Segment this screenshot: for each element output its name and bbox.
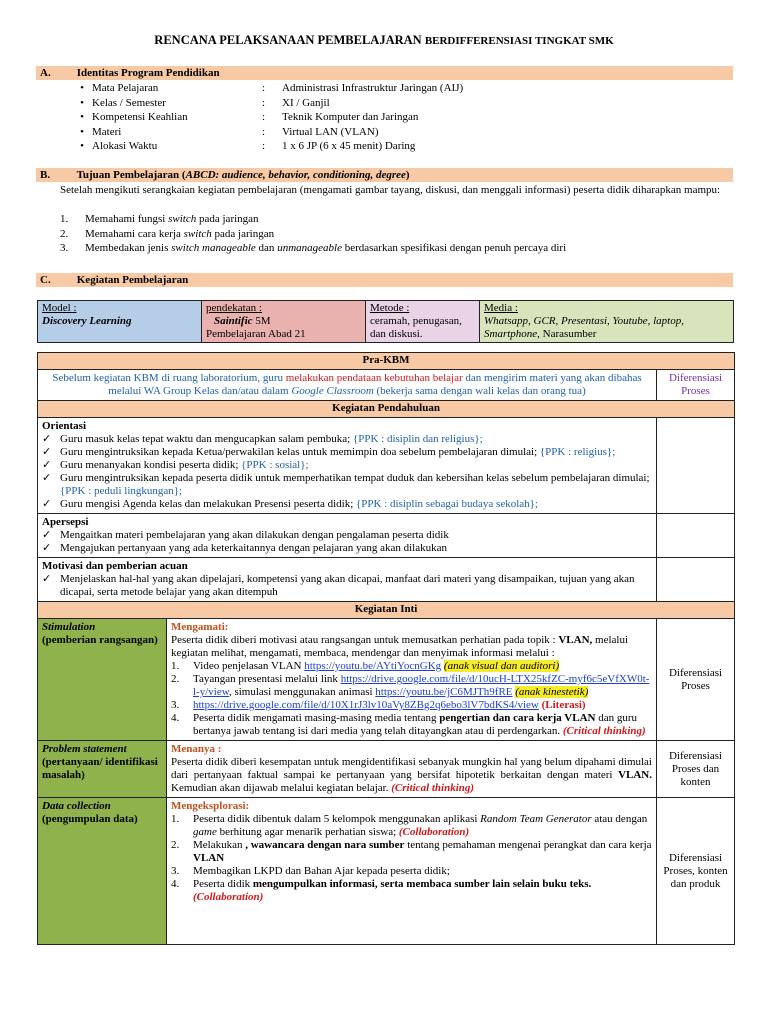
list-item <box>42 433 652 446</box>
section-c-header <box>36 273 733 287</box>
identity-label: Materi <box>92 125 122 138</box>
check-icon: ✓ <box>42 542 52 554</box>
item-text: dan <box>255 242 278 254</box>
section-a-header <box>36 66 733 80</box>
stimulation-heading: Mengamati: <box>171 621 229 633</box>
section-b-label-end: ) <box>405 169 410 181</box>
identity-row: • Kelas / Semester : XI / Ganjil <box>72 97 463 112</box>
item-text: , simulasi menggunakan animasi <box>228 686 376 698</box>
item-bold: mengumpulkan informasi, serta membaca sumber lain selain buku teks. <box>252 878 592 890</box>
identity-label: Alokasi Waktu <box>92 140 158 152</box>
prakbm-text-3: dan mengirim materi yang akan dibahas melalui WA Group Kelas dan/atau dalam <box>108 372 642 397</box>
item-bold: pengertian dan cara kerja VLAN <box>439 712 596 724</box>
title-main: RENCANA PELAKSANAAN PEMBELAJARAN <box>154 33 422 47</box>
item-text: pada jaringan <box>211 227 275 240</box>
item-text: Mengajukan pertanyaan yang ada keterkaitannya dengan pelajaran yang akan dilakukan <box>60 542 447 554</box>
section-c-label: Kegiatan Pembelajaran <box>76 274 189 286</box>
problem-step <box>38 741 167 798</box>
model-table <box>37 300 734 343</box>
item-bold: VLAN <box>193 852 225 864</box>
problem-text: Peserta didik diberi kesempatan untuk mengidentifikasi sebanyak mungkin hal yang belum dipahami dimulai dari pertanyaan faktual sampai ke pertanyaan yang bersifat hipotetik berkaitan dengan materi <box>171 756 652 781</box>
item-text: Guru menanyakan kondisi peserta didik; <box>60 459 242 471</box>
item-text: pada jaringan <box>196 213 259 225</box>
objective-list <box>60 213 732 257</box>
step-subtitle: (pemberian rangsangan) <box>42 634 158 646</box>
item-number: 2. <box>171 839 180 851</box>
apersepsi-cell <box>38 514 657 558</box>
list-item <box>42 573 652 599</box>
item-number: 4. <box>171 878 180 890</box>
list-item <box>171 660 652 673</box>
list-item <box>171 699 652 712</box>
item-text: atau dengan <box>591 813 648 825</box>
prakbm-text-italic: Google Classroom <box>291 385 374 397</box>
section-a-letter: A. <box>40 67 51 79</box>
motivasi-diff-cell <box>657 558 735 602</box>
activity-table <box>37 352 735 945</box>
item-text: Membedakan jenis <box>85 242 172 254</box>
step-title: Stimulation <box>42 621 96 633</box>
item-text: Peserta didik mengamati masing-masing media tentang <box>193 712 440 724</box>
method-cell <box>366 301 480 343</box>
check-icon: ✓ <box>42 529 52 541</box>
orientasi-title: Orientasi <box>42 420 86 432</box>
apersepsi-title: Apersepsi <box>42 516 89 528</box>
item-text: Memahami fungsi <box>85 213 169 225</box>
highlight-note: (anak visual dan auditori) <box>443 660 560 672</box>
section-a-label: Identitas Program Pendidikan <box>76 67 220 79</box>
method-label: Metode : <box>370 302 410 314</box>
item-number: 3. <box>60 242 69 254</box>
critical-thinking-tag: (Critical thinking) <box>562 725 646 737</box>
approach-label: pendekatan : <box>206 302 262 314</box>
ppk-tag: {PPK : peduli lingkungan}; <box>60 485 183 497</box>
highlight-note: (anak kinestetik) <box>515 686 589 698</box>
item-text: Melakukan <box>193 839 246 851</box>
identity-row: • Kompetensi Keahlian : Teknik Komputer dan Jaringan <box>72 111 463 126</box>
item-bold: , wawancara dengan nara sumber <box>245 839 405 851</box>
item-text: berdasarkan spesifikasi dengan penuh percaya diri <box>341 242 567 254</box>
media-value-2: Narasumber <box>539 328 597 340</box>
presentation-link[interactable]: https://drive.google.com/file/d/10ucH-LTX25kfZC-myf6c5eVfXW0t-l-y/view <box>193 673 650 698</box>
item-text: Membagikan LKPD dan Bahan Ajar kepada peserta didik; <box>193 865 450 877</box>
list-item <box>171 878 652 904</box>
item-number: 1. <box>171 813 180 825</box>
stimulation-differentiation: Diferensiasi Proses <box>657 619 735 741</box>
list-item <box>42 446 652 459</box>
critical-thinking-tag: (Critical thinking) <box>391 782 475 794</box>
list-item <box>60 242 732 257</box>
step-subtitle: (pengumpulan data) <box>42 813 138 825</box>
ppk-tag: {PPK : sosial}; <box>241 459 309 471</box>
item-text: Menjelaskan hal-hal yang akan dipelajari, kompetensi yang akan dicapai, manfaat dari materi yang disampaikan, tujuan yang akan dicapai, serta metode belajar yang akan ditempuh <box>60 573 635 598</box>
list-item <box>42 472 652 498</box>
item-text: Peserta didik <box>193 878 253 890</box>
item-text: Peserta didik dibentuk dalam 5 kelompok menggunakan aplikasi <box>193 813 481 825</box>
section-b-label-italic: ABCD: audience, behavior, conditioning, degree <box>185 169 406 181</box>
objective-intro: Setelah mengikuti serangkaian kegiatan pembelajaran (mengamati gambar tayang, diskusi, dan menggali informasi) peserta didik diharapkan mampu: <box>60 184 721 196</box>
stimulation-content <box>167 619 657 741</box>
identity-value: Virtual LAN (VLAN) <box>282 125 379 138</box>
identity-list <box>72 82 463 155</box>
section-c-letter: C. <box>40 274 51 286</box>
model-value: Discovery Learning <box>42 315 132 327</box>
stimulation-intro-end: melalui kegiatan melihat, mengamati, membaca, mendengar dan menyimak informasi melalui : <box>171 634 629 659</box>
list-item <box>171 673 652 699</box>
list-item <box>60 228 732 243</box>
item-number: 1. <box>60 213 69 225</box>
apersepsi-diff-cell <box>657 514 735 558</box>
identity-value: XI / Ganjil <box>282 96 330 109</box>
ppk-tag: {PPK : disiplin sebagai budaya sekolah}; <box>356 498 538 510</box>
prakbm-differentiation: Diferensiasi Proses <box>657 370 735 401</box>
collaboration-tag: (Collaboration) <box>398 826 470 838</box>
orientasi-cell <box>38 418 657 514</box>
identity-row: • Materi : Virtual LAN (VLAN) <box>72 126 463 141</box>
list-item <box>42 529 652 542</box>
collection-differentiation: Diferensiasi Proses, konten dan produk <box>657 798 735 945</box>
step-title: Data collection <box>42 800 111 812</box>
stimulation-step <box>38 619 167 741</box>
ppk-tag: {PPK : disiplin dan religius}; <box>352 433 483 445</box>
problem-content <box>167 741 657 798</box>
list-item <box>171 813 652 839</box>
collection-content <box>167 798 657 945</box>
identity-label: Mata Pelajaran <box>92 82 159 94</box>
identity-row: • Alokasi Waktu : 1 x 6 JP (6 x 45 menit) Daring <box>72 140 463 155</box>
list-item <box>42 498 652 511</box>
check-icon: ✓ <box>42 573 52 585</box>
document-title <box>0 34 768 48</box>
item-text: Guru mengintruksikan kepada Ketua/perwakilan kelas untuk memimpin doa sebelum pembelajaran dimulai; <box>60 446 540 458</box>
list-item <box>171 839 652 865</box>
item-number: 3. <box>171 699 180 711</box>
prakbm-text-1: Sebelum kegiatan KBM di ruang laboratorium, guru <box>52 372 286 384</box>
item-text: berhitung agar menarik perhatian siswa; <box>216 826 399 838</box>
item-italic: unmanageable <box>277 242 342 254</box>
step-title: Problem statement <box>42 743 127 755</box>
item-number: 2. <box>60 227 69 240</box>
method-value: ceramah, penugasan, dan diskusi. <box>370 315 462 340</box>
list-item <box>171 865 652 878</box>
item-italic: switch manageable <box>171 242 256 254</box>
check-icon: ✓ <box>42 459 52 471</box>
item-italic: switch <box>168 213 197 225</box>
collection-step <box>38 798 167 945</box>
item-text: Guru mengisi Agenda kelas dan melakukan Presensi peserta didik; <box>60 498 357 510</box>
prakbm-header: Pra-KBM <box>38 353 735 370</box>
inti-header: Kegiatan Inti <box>38 602 735 619</box>
collaboration-tag: (Collaboration) <box>193 891 264 903</box>
title-sub: BERDIFFERENSIASI TINGKAT SMK <box>424 35 614 47</box>
identity-value: 1 x 6 JP (6 x 45 menit) Daring <box>282 140 416 152</box>
media-value: Whatsapp, GCR, Presentasi, Youtube, laptop, Smartphone, <box>484 315 684 340</box>
identity-label: Kelas / Semester <box>92 96 166 109</box>
item-text: Guru mengintruksikan kepada peserta didik untuk memperhatikan tempat duduk dan kebersihan kelas sebelum pembelajaran dimulai; <box>60 472 650 484</box>
problem-heading: Menanya : <box>171 743 222 755</box>
item-italic: switch <box>183 227 212 240</box>
identity-label: Kompetensi Keahlian <box>92 111 188 123</box>
prakbm-text-highlight: melakukan pendataan kebutuhan belajar <box>285 372 463 384</box>
list-item <box>171 712 652 738</box>
item-number: 1. <box>171 660 180 672</box>
check-icon: ✓ <box>42 433 52 445</box>
stimulation-intro: Peserta didik diberi motivasi atau rangsangan untuk memusatkan perhatian pada topik : <box>171 634 559 646</box>
item-text: dan guru bertanya jawab tentang isi dari media yang telah ditayangkan atau di perdengarkan. <box>193 712 637 737</box>
model-cell <box>38 301 202 343</box>
item-italic: Random Team Generator <box>480 813 592 825</box>
prakbm-text-5: (bekerja sama dengan wali kelas dan orang tua) <box>373 385 586 397</box>
video-link[interactable]: https://youtu.be/AYtiYocnGKg <box>304 660 442 672</box>
problem-topic: VLAN. <box>618 769 652 781</box>
item-text: dan cara kerja <box>589 839 652 851</box>
list-item <box>42 459 652 472</box>
step-subtitle: (pertanyaan/ identifikasi masalah) <box>42 756 158 781</box>
item-italic: game <box>193 826 217 838</box>
problem-text-end: Kemudian akan dijawab melalui kegiatan belajar. <box>171 782 392 794</box>
section-b-header <box>36 168 733 182</box>
motivasi-title: Motivasi dan pemberian acuan <box>42 560 188 572</box>
item-text: Memahami cara kerja <box>85 227 184 240</box>
item-number: 3. <box>171 865 180 877</box>
identity-value: Teknik Komputer dan Jaringan <box>282 111 419 123</box>
approach-value: Saintific <box>214 315 253 327</box>
approach-value-2: Pembelajaran Abad 21 <box>206 328 306 340</box>
motivasi-cell <box>38 558 657 602</box>
problem-differentiation: Diferensiasi Proses dan konten <box>657 741 735 798</box>
list-item <box>42 542 652 555</box>
ppk-tag: {PPK : religius}; <box>539 446 616 458</box>
item-text: tentang pemahaman mengenai perangkat <box>404 839 590 851</box>
item-number: 2. <box>171 673 180 685</box>
list-item <box>60 213 732 228</box>
item-text: Guru masuk kelas tepat waktu dan mengucapkan salam pembuka; <box>60 433 353 445</box>
item-text: Tayangan presentasi melalui link <box>193 673 341 685</box>
literacy-tag: (Literasi) <box>541 699 586 711</box>
approach-value-suffix: 5M <box>252 315 271 327</box>
section-b-label: Tujuan Pembelajaran ( <box>76 169 186 181</box>
item-number: 4. <box>171 712 180 724</box>
item-text: Mengaitkan materi pembelajaran yang akan dilakukan dengan pengalaman peserta didik <box>60 529 449 541</box>
prakbm-text <box>38 370 657 401</box>
check-icon: ✓ <box>42 446 52 458</box>
check-icon: ✓ <box>42 498 52 510</box>
media-label: Media : <box>484 302 518 314</box>
identity-row: • Mata Pelajaran : Administrasi Infrastruktur Jaringan (AIJ) <box>72 82 463 97</box>
item-text: Video penjelasan VLAN <box>193 660 305 672</box>
model-label: Model : <box>42 302 77 314</box>
drive-link[interactable]: https://drive.google.com/file/d/10X1rJ3lv10aVy8ZBg2q6ebo3lV7bdKS4/view <box>193 699 539 711</box>
pendahuluan-header: Kegiatan Pendahuluan <box>38 401 735 418</box>
orientasi-diff-cell <box>657 418 735 514</box>
identity-value: Administrasi Infrastruktur Jaringan (AIJ) <box>282 82 464 94</box>
approach-cell <box>202 301 366 343</box>
stimulation-topic: VLAN, <box>558 634 593 646</box>
section-b-letter: B. <box>40 169 51 181</box>
check-icon: ✓ <box>42 472 52 484</box>
collection-heading: Mengeksplorasi: <box>171 800 250 812</box>
animation-link[interactable]: https://youtu.be/jC6MJTh9fRE <box>375 686 513 698</box>
media-cell <box>480 301 734 343</box>
